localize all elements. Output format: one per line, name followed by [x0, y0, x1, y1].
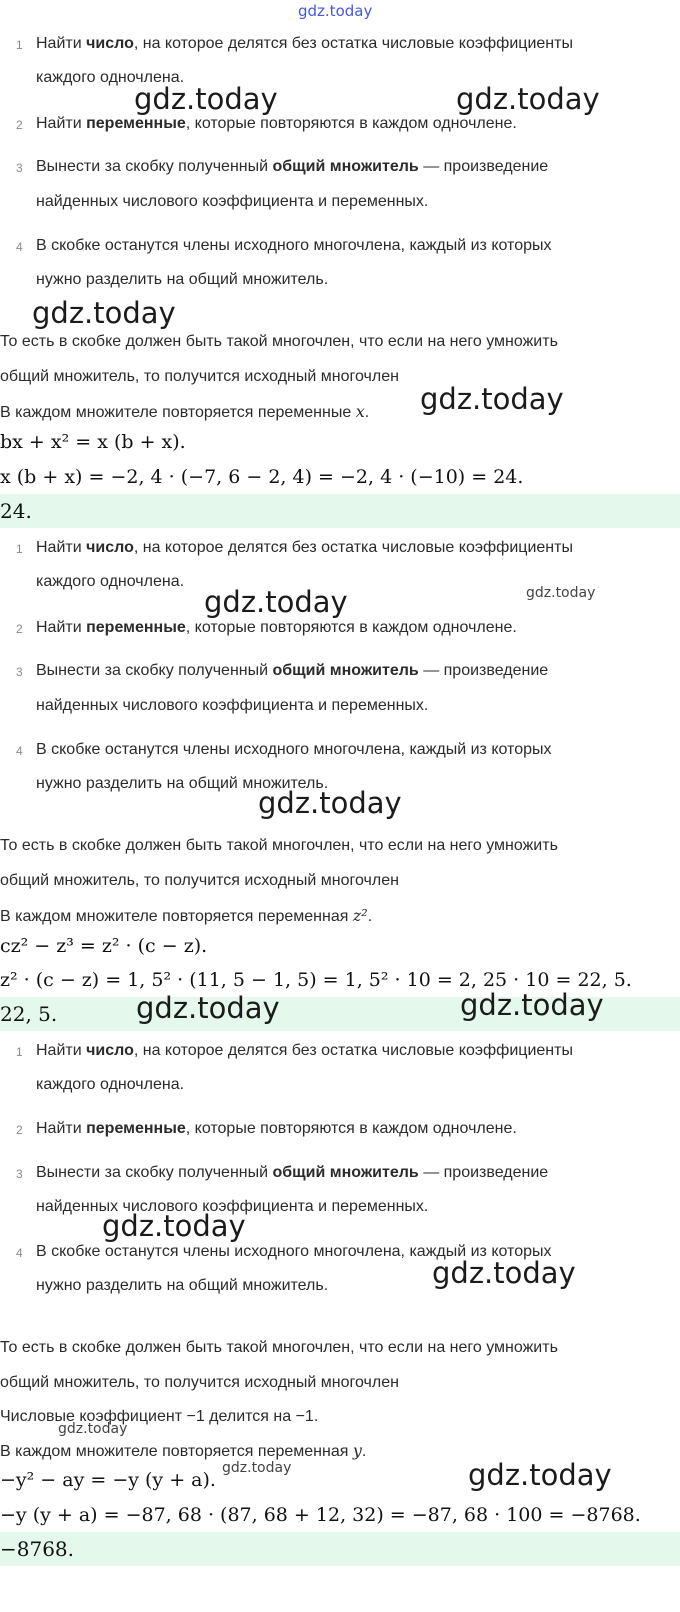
explain-line-1: То есть в скобке должен быть такой многочлен, что если на него умножить [0, 1339, 558, 1356]
step-number: 4 [16, 744, 23, 758]
explain-line-2: общий множитель, то получится исходный многочлен [0, 368, 399, 385]
step-number: 2 [16, 622, 23, 636]
header-watermark: gdz.today [298, 2, 373, 20]
step-text: Найти переменные, которые повторяются в каждом одночлене. [36, 1120, 517, 1137]
watermark: gdz.today [204, 585, 348, 619]
substitution-equation: −y (y + a) = −87, 68 · (87, 68 + 12, 32) = −87, 68 · 100 = −8768. [0, 1504, 641, 1526]
step-text-cont: каждого одночлена. [36, 69, 185, 86]
step-text: Найти число, на которое делятся без остатка числовые коэффициенты [36, 35, 573, 52]
watermark: gdz.today [468, 1458, 612, 1492]
answer-value: 22, 5. [0, 1002, 58, 1026]
step-text: Вынести за скобку полученный общий множитель — произведение [36, 662, 549, 679]
step-number: 2 [16, 1123, 23, 1137]
watermark: gdz.today [32, 296, 176, 330]
step-text: В скобке останутся члены исходного многочлена, каждый из которых [36, 741, 552, 758]
watermark: gdz.today [420, 382, 564, 416]
watermark: gdz.today [58, 1421, 128, 1437]
step-text-cont: каждого одночлена. [36, 573, 185, 590]
watermark: gdz.today [222, 1460, 292, 1476]
watermark: gdz.today [136, 991, 280, 1025]
step-text: Вынести за скобку полученный общий множитель — произведение [36, 1164, 549, 1181]
step-text-cont: нужно разделить на общий множитель. [36, 271, 329, 288]
explain-line-1: То есть в скобке должен быть такой многочлен, что если на него умножить [0, 837, 558, 854]
coefficient-text: Числовые коэффициент −1 делится на −1. [0, 1408, 319, 1425]
watermark: gdz.today [102, 1209, 246, 1243]
repeat-variable-text: В каждом множителе повторяется переменные x. [0, 402, 370, 421]
step-text-cont: найденных числового коэффициента и переменных. [36, 697, 429, 714]
factor-equation: bx + x² = x (b + x). [0, 431, 186, 453]
substitution-equation: z² · (c − z) = 1, 5² · (11, 5 − 1, 5) = 1, 5² · 10 = 2, 25 · 10 = 22, 5. [0, 969, 632, 991]
step-text-cont: нужно разделить на общий множитель. [36, 775, 329, 792]
factor-equation: cz² − z³ = z² · (c − z). [0, 935, 208, 957]
step-text-cont: найденных числового коэффициента и переменных. [36, 1198, 429, 1215]
step-text: В скобке останутся члены исходного многочлена, каждый из которых [36, 237, 552, 254]
step-text-cont: найденных числового коэффициента и переменных. [36, 193, 429, 210]
step-number: 3 [16, 161, 23, 175]
step-number: 3 [16, 1167, 23, 1181]
answer-value: 24. [0, 499, 32, 523]
answer-bar [0, 494, 680, 528]
step-number: 1 [16, 542, 23, 556]
step-text: Найти переменные, которые повторяются в каждом одночлене. [36, 115, 517, 132]
step-text-cont: каждого одночлена. [36, 1076, 185, 1093]
step-text: В скобке останутся члены исходного многочлена, каждый из которых [36, 1243, 552, 1260]
answer-value: −8768. [0, 1537, 75, 1561]
watermark: gdz.today [460, 988, 604, 1022]
explain-line-2: общий множитель, то получится исходный многочлен [0, 1374, 399, 1391]
step-number: 4 [16, 1246, 23, 1260]
step-number: 4 [16, 240, 23, 254]
factor-equation: −y² − ay = −y (y + a). [0, 1469, 216, 1491]
watermark: gdz.today [526, 585, 596, 601]
step-text: Вынести за скобку полученный общий множитель — произведение [36, 158, 549, 175]
repeat-variable-text: В каждом множителе повторяется переменная z². [0, 906, 373, 925]
explain-line-1: То есть в скобке должен быть такой многочлен, что если на него умножить [0, 333, 558, 350]
step-number: 3 [16, 665, 23, 679]
step-text-cont: нужно разделить на общий множитель. [36, 1277, 329, 1294]
step-number: 1 [16, 38, 23, 52]
step-number: 1 [16, 1045, 23, 1059]
watermark: gdz.today [456, 82, 600, 116]
explain-line-2: общий множитель, то получится исходный многочлен [0, 872, 399, 889]
substitution-equation: x (b + x) = −2, 4 · (−7, 6 − 2, 4) = −2, 4 · (−10) = 24. [0, 466, 524, 488]
step-number: 2 [16, 118, 23, 132]
answer-bar [0, 1532, 680, 1566]
watermark: gdz.today [258, 786, 402, 820]
watermark: gdz.today [432, 1256, 576, 1290]
step-text: Найти число, на которое делятся без остатка числовые коэффициенты [36, 1042, 573, 1059]
repeat-variable-text: В каждом множителе повторяется переменная y. [0, 1441, 367, 1460]
step-text: Найти число, на которое делятся без остатка числовые коэффициенты [36, 539, 573, 556]
step-text: Найти переменные, которые повторяются в каждом одночлене. [36, 619, 517, 636]
watermark: gdz.today [134, 82, 278, 116]
